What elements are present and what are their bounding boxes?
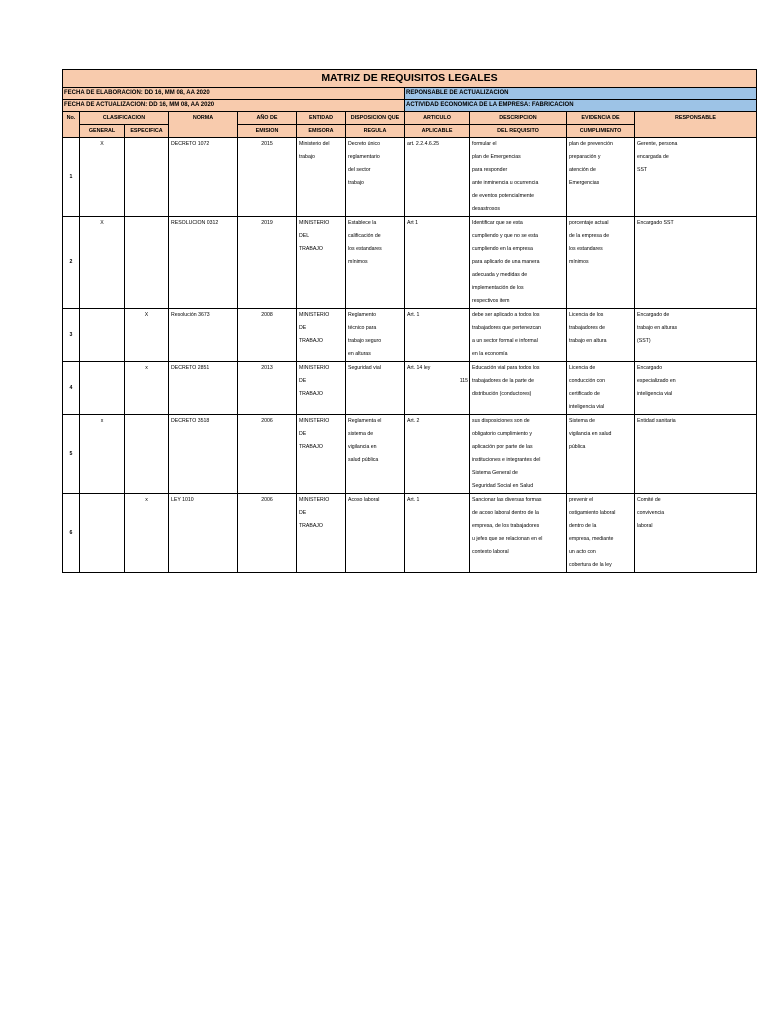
disposicion-cell-line: sistema de <box>348 431 374 437</box>
evidencia-cell-line: conducción con <box>569 378 606 384</box>
responsable-cell-line: encargada de <box>637 154 669 160</box>
descripcion-cell-line: ante inminencia u ocurrencia <box>472 180 539 186</box>
anio-emision-cell: 2006 <box>238 494 297 573</box>
entidad-emisora-cell-line: TRABAJO <box>299 391 323 397</box>
responsable-cell-line: Encargado <box>637 365 663 371</box>
clasificacion-general-cell <box>80 309 125 362</box>
descripcion-cell-line: u jefes que se relacionan en el <box>472 536 543 542</box>
descripcion-cell-line: desastrosos <box>472 206 500 212</box>
responsable-cell-line: especializado en <box>637 378 676 384</box>
disposicion-cell <box>346 415 405 494</box>
entidad-emisora-cell-line: DEL <box>299 233 310 239</box>
articulo-cell: Art 1 <box>405 217 470 309</box>
entidad-emisora-cell-line: TRABAJO <box>299 523 323 529</box>
clasificacion-especifica-cell <box>125 138 169 217</box>
descripcion-cell-line: en la economía <box>472 351 508 357</box>
table-row <box>63 138 757 217</box>
evidencia-cell <box>567 217 635 309</box>
descripcion-cell-line: cumpliendo en la empresa <box>472 246 533 252</box>
disposicion-cell <box>346 138 405 217</box>
header-descripcion-2: DEL REQUISITO <box>470 125 567 138</box>
evidencia-cell-line: dentro de la <box>569 523 597 529</box>
norma-cell: Resolución 3673 <box>169 309 238 362</box>
entidad-emisora-cell <box>297 217 346 309</box>
anio-emision-cell: 2019 <box>238 217 297 309</box>
descripcion-cell-line: adecuada y medidas de <box>472 272 528 278</box>
responsable-cell-line: convivencia <box>637 510 665 516</box>
descripcion-cell-line: instituciones e integrantes del <box>472 457 541 463</box>
table-row <box>63 217 757 309</box>
descripcion-cell-line: para responder <box>472 167 508 173</box>
header-anio-1: AÑO DE <box>238 112 297 125</box>
disposicion-cell-line: salud pública <box>348 457 379 463</box>
anio-emision-cell: 2008 <box>238 309 297 362</box>
responsable-cell <box>635 217 757 309</box>
evidencia-cell-line: los estandares <box>569 246 603 252</box>
evidencia-cell-line: pública <box>569 444 586 450</box>
clasificacion-especifica-cell <box>125 217 169 309</box>
actividad-economica: ACTIVIDAD ECONOMICA DE LA EMPRESA: FABRICACION <box>405 100 757 112</box>
clasificacion-general-cell <box>80 362 125 415</box>
disposicion-cell-line: Seguridad vial <box>348 365 381 371</box>
descripcion-cell <box>470 217 567 309</box>
descripcion-cell-line: trabajadores de la parte de <box>472 378 535 384</box>
entidad-emisora-cell-line: MINISTERIO <box>299 365 330 371</box>
responsable-cell <box>635 309 757 362</box>
norma-cell: RESOLUCION 0312 <box>169 217 238 309</box>
row-number: 2 <box>63 217 80 309</box>
evidencia-cell-line: empresa, mediante <box>569 536 614 542</box>
descripcion-cell <box>470 494 567 573</box>
disposicion-cell-line: Reglamento <box>348 312 376 318</box>
descripcion-cell-line: Educación vial para todos los <box>472 365 540 371</box>
disposicion-cell-line: los estandares <box>348 246 382 252</box>
disposicion-cell-line: del sector <box>348 167 371 173</box>
descripcion-cell <box>470 309 567 362</box>
row-number: 5 <box>63 415 80 494</box>
disposicion-cell-line: reglamentario <box>348 154 380 160</box>
disposicion-cell-line: vigilancia en <box>348 444 377 450</box>
clasificacion-especifica-cell: x <box>125 362 169 415</box>
header-disposicion-2: REGULA <box>346 125 405 138</box>
matrix-title: MATRIZ DE REQUISITOS LEGALES <box>63 70 757 88</box>
descripcion-cell-line: Sistema General de <box>472 470 518 476</box>
descripcion-cell-line: trabajadores que pertenezcan <box>472 325 541 331</box>
disposicion-cell <box>346 309 405 362</box>
articulo-line: Art. 14 ley <box>407 365 431 371</box>
descripcion-cell-line: para aplicarlo de una manera <box>472 259 540 265</box>
descripcion-cell-line: formular el <box>472 141 497 147</box>
table-row <box>63 362 757 415</box>
responsable-cell-line: inteligencia vial <box>637 391 673 397</box>
descripcion-cell-line: de eventos potencialmente <box>472 193 535 199</box>
norma-cell: DECRETO 3518 <box>169 415 238 494</box>
header-disposicion-1: DISPOSICION QUE <box>346 112 405 125</box>
articulo-cell: Art. 2 <box>405 415 470 494</box>
articulo-extra: 115 <box>459 378 468 384</box>
header-entidad-2: EMISORA <box>297 125 346 138</box>
descripcion-cell-line: implementación de los <box>472 285 524 291</box>
descripcion-cell-line: aplicación por parte de las <box>472 444 533 450</box>
evidencia-cell <box>567 362 635 415</box>
entidad-emisora-cell-line: DE <box>299 325 307 331</box>
evidencia-cell-line: preparación y <box>569 154 601 160</box>
row-number: 6 <box>63 494 80 573</box>
descripcion-cell-line: debe ser aplicado a todos los <box>472 312 540 318</box>
articulo-cell <box>405 362 470 415</box>
descripcion-cell <box>470 362 567 415</box>
evidencia-cell-line: Emergencias <box>569 180 600 186</box>
evidencia-cell-line: inteligencia vial <box>569 404 605 410</box>
responsable-cell <box>635 138 757 217</box>
evidencia-cell-line: Licencia de los <box>569 312 604 318</box>
responsable-cell-line: Comité de <box>637 497 661 503</box>
entidad-emisora-cell <box>297 415 346 494</box>
disposicion-cell <box>346 217 405 309</box>
anio-emision-cell: 2015 <box>238 138 297 217</box>
entidad-emisora-cell-line: MINISTERIO <box>299 497 330 503</box>
descripcion-cell-line: cumpliendo y que no se esta <box>472 233 539 239</box>
entidad-emisora-cell-line: TRABAJO <box>299 444 323 450</box>
articulo-cell: Art. 1 <box>405 309 470 362</box>
disposicion-cell-line: mínimos <box>348 259 368 265</box>
responsable-cell-line: Encargado SST <box>637 220 674 226</box>
responsable-cell-line: Encargado de <box>637 312 670 318</box>
entidad-emisora-cell-line: MINISTERIO <box>299 220 330 226</box>
responsable-cell-line: Gerente, persona <box>637 141 678 147</box>
row-number: 3 <box>63 309 80 362</box>
clasificacion-general-cell: x <box>80 415 125 494</box>
clasificacion-especifica-cell: x <box>125 494 169 573</box>
disposicion-cell-line: técnico para <box>348 325 377 331</box>
header-no: No. <box>63 112 80 138</box>
norma-cell: DECRETO 1072 <box>169 138 238 217</box>
clasificacion-especifica-cell: X <box>125 309 169 362</box>
evidencia-cell-line: trabajo en altura <box>569 338 607 344</box>
row-number: 1 <box>63 138 80 217</box>
responsable-cell-line: SST <box>637 167 648 173</box>
evidencia-cell-line: plan de prevención <box>569 141 613 147</box>
evidencia-cell-line: de la empresa de <box>569 233 610 239</box>
descripcion-cell-line: Sancionar las diversas formas <box>472 497 542 503</box>
responsable-cell <box>635 494 757 573</box>
responsable-cell-line: (SST) <box>637 338 651 344</box>
disposicion-cell-line: calificación de <box>348 233 381 239</box>
descripcion-cell <box>470 138 567 217</box>
header-articulo-1: ARTICULO <box>405 112 470 125</box>
table-row <box>63 494 757 573</box>
responsable-cell <box>635 415 757 494</box>
descripcion-cell-line: contexto laboral <box>472 549 509 555</box>
disposicion-cell-line: en alturas <box>348 351 371 357</box>
disposicion-cell-line: Decreto único <box>348 141 381 147</box>
responsable-cell-line: laboral <box>637 523 653 529</box>
disposicion-cell <box>346 494 405 573</box>
disposicion-cell-line: trabajo <box>348 180 364 186</box>
descripcion-cell <box>470 415 567 494</box>
table-row <box>63 415 757 494</box>
clasificacion-especifica-cell <box>125 415 169 494</box>
evidencia-cell <box>567 138 635 217</box>
clasificacion-general-cell <box>80 494 125 573</box>
header-norma: NORMA <box>169 112 238 138</box>
descripcion-cell-line: distribución (conductores) <box>472 391 532 397</box>
anio-emision-cell: 2006 <box>238 415 297 494</box>
descripcion-cell-line: a un sector formal e informal <box>472 338 538 344</box>
descripcion-cell-line: de acoso laboral dentro de la <box>472 510 539 516</box>
evidencia-cell <box>567 309 635 362</box>
disposicion-cell-line: Reglamenta el <box>348 418 382 424</box>
entidad-emisora-cell-line: DE <box>299 378 307 384</box>
norma-cell: DECRETO 2851 <box>169 362 238 415</box>
responsable-actualizacion: REPONSABLE DE ACTUALIZACION <box>405 88 757 100</box>
evidencia-cell <box>567 415 635 494</box>
header-articulo-2: APLICABLE <box>405 125 470 138</box>
header-evidencia-1: EVIDENCIA DE <box>567 112 635 125</box>
evidencia-cell-line: certificado de <box>569 391 600 397</box>
norma-cell: LEY 1010 <box>169 494 238 573</box>
disposicion-cell-line: Acoso laboral <box>348 497 380 503</box>
header-especifica: ESPECIFICA <box>125 125 169 138</box>
descripcion-cell-line: plan de Emergencias <box>472 154 521 160</box>
header-descripcion-1: DESCRIPCION <box>470 112 567 125</box>
matrix-table <box>62 69 757 573</box>
articulo-cell: art. 2.2.4.6.25 <box>405 138 470 217</box>
entidad-emisora-cell-line: trabajo <box>299 154 315 160</box>
entidad-emisora-cell-line: Ministerio del <box>299 141 330 147</box>
row-number: 4 <box>63 362 80 415</box>
fecha-actualizacion: FECHA DE ACTUALIZACION: DD 16, MM 08, AA 2020 <box>63 100 405 112</box>
descripcion-cell-line: Seguridad Social en Salud <box>472 483 534 489</box>
evidencia-cell-line: Sistema de <box>569 418 595 424</box>
evidencia-cell-line: vigilancia en salud <box>569 431 612 437</box>
header-anio-2: EMISION <box>238 125 297 138</box>
entidad-emisora-cell <box>297 309 346 362</box>
evidencia-cell-line: un acto con <box>569 549 596 555</box>
entidad-emisora-cell-line: TRABAJO <box>299 246 323 252</box>
evidencia-cell-line: Licencia de <box>569 365 596 371</box>
entidad-emisora-cell <box>297 362 346 415</box>
entidad-emisora-cell-line: MINISTERIO <box>299 418 330 424</box>
responsable-cell-line: Entidad sanitaria <box>637 418 676 424</box>
articulo-cell: Art. 1 <box>405 494 470 573</box>
evidencia-cell-line: prevenir el <box>569 497 594 503</box>
evidencia-cell-line: porcentaje actual <box>569 220 609 226</box>
entidad-emisora-cell-line: MINISTERIO <box>299 312 330 318</box>
header-evidencia-2: CUMPLIMIENTO <box>567 125 635 138</box>
responsable-cell <box>635 362 757 415</box>
evidencia-cell-line: cobertura de la ley <box>569 562 612 568</box>
entidad-emisora-cell <box>297 494 346 573</box>
evidencia-cell-line: mínimos <box>569 259 589 265</box>
table-row <box>63 309 757 362</box>
clasificacion-general-cell: X <box>80 138 125 217</box>
evidencia-cell-line: atención de <box>569 167 596 173</box>
responsable-cell-line: trabajo en alturas <box>637 325 678 331</box>
entidad-emisora-cell-line: TRABAJO <box>299 338 323 344</box>
clasificacion-general-cell: X <box>80 217 125 309</box>
descripcion-cell-line: respectivos item <box>472 298 510 304</box>
header-entidad-1: ENTIDAD <box>297 112 346 125</box>
entidad-emisora-cell-line: DE <box>299 510 307 516</box>
descripcion-cell-line: obligatorio cumplimiento y <box>472 431 532 437</box>
evidencia-cell-line: ostigamiento laboral <box>569 510 616 516</box>
descripcion-cell-line: sus disposiciones son de <box>472 418 530 424</box>
descripcion-cell-line: Identificar que se esta <box>472 220 523 226</box>
entidad-emisora-cell-line: DE <box>299 431 307 437</box>
disposicion-cell-line: trabajo seguro <box>348 338 382 344</box>
header-responsable: RESPONSABLE <box>635 112 757 138</box>
disposicion-cell <box>346 362 405 415</box>
evidencia-cell-line: trabajadores de <box>569 325 606 331</box>
evidencia-cell <box>567 494 635 573</box>
fecha-elaboracion: FECHA DE ELABORACION: DD 16, MM 08, AA 2020 <box>63 88 405 100</box>
descripcion-cell-line: empresa, de los trabajadores <box>472 523 540 529</box>
anio-emision-cell: 2013 <box>238 362 297 415</box>
disposicion-cell-line: Establece la <box>348 220 377 226</box>
entidad-emisora-cell <box>297 138 346 217</box>
header-general: GENERAL <box>80 125 125 138</box>
legal-requirements-matrix <box>62 69 756 573</box>
header-clasificacion: CLASIFICACION <box>80 112 169 125</box>
